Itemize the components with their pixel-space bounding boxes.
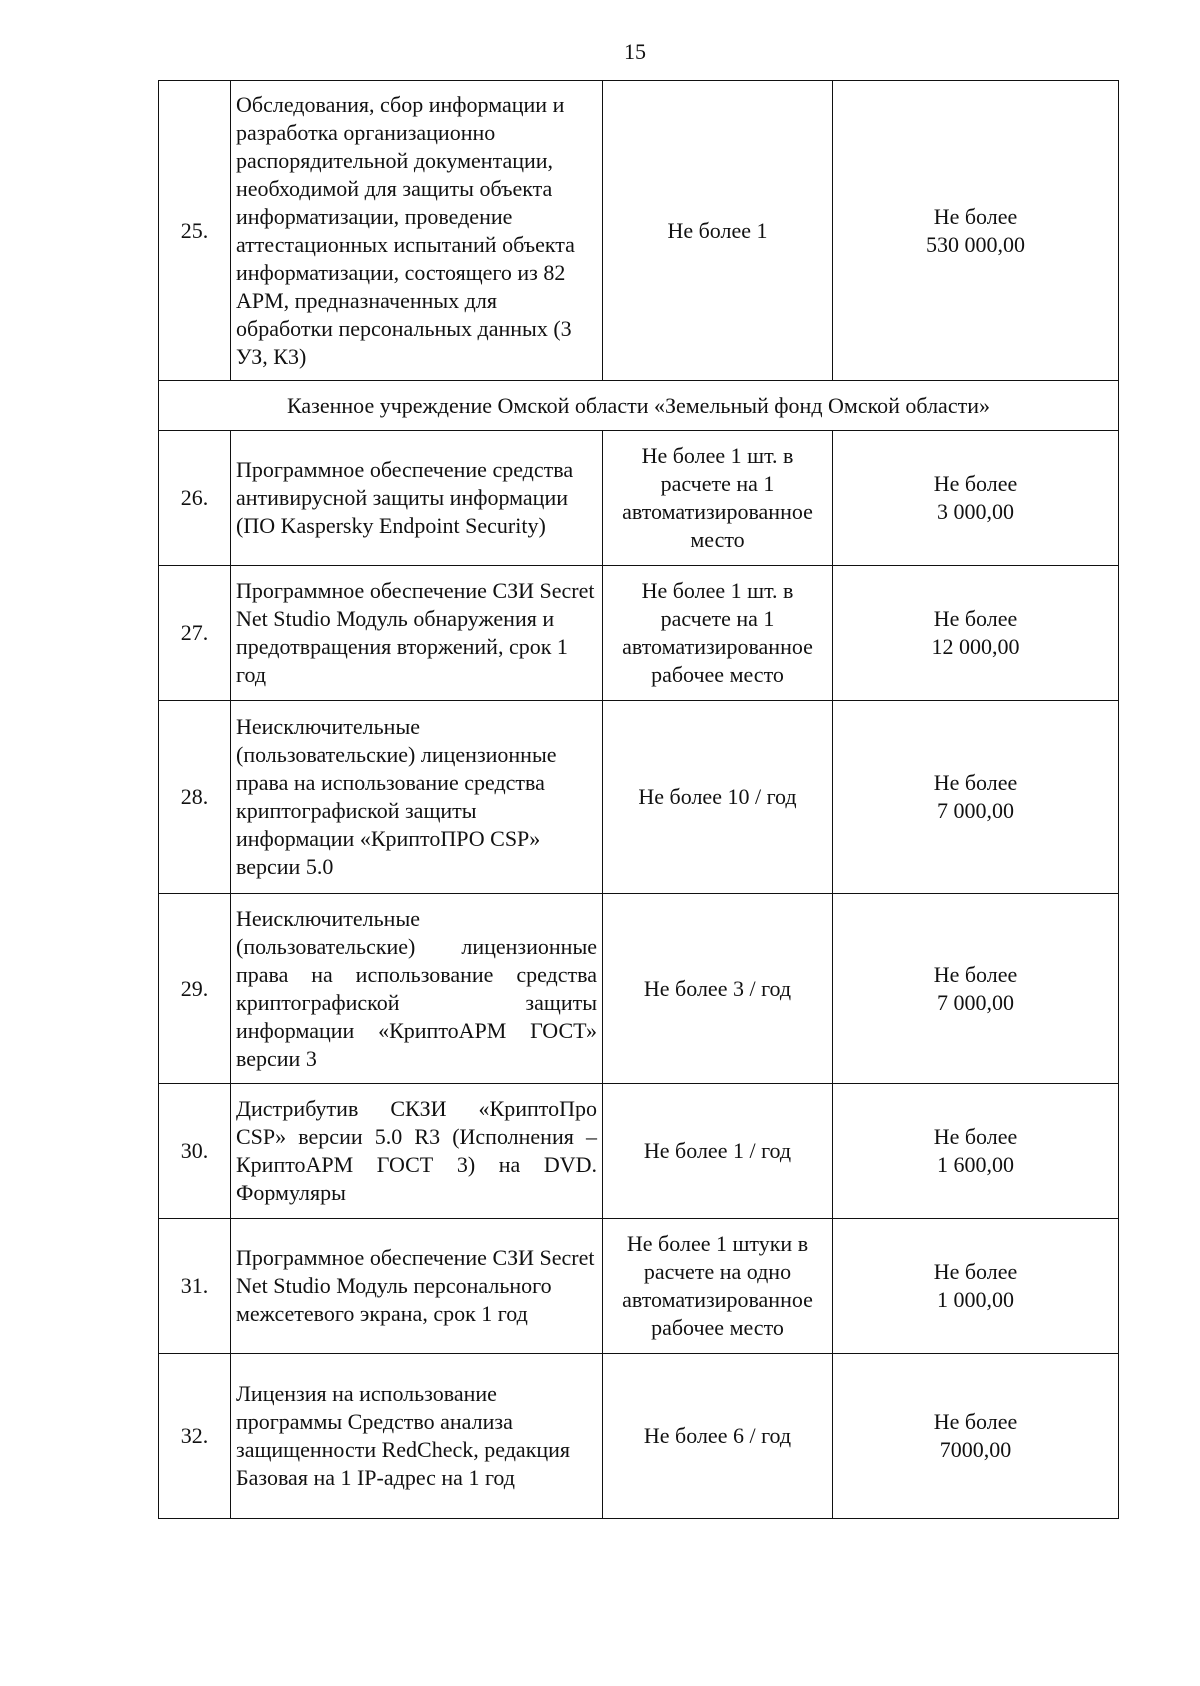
price-label: Не более (933, 471, 1018, 496)
row-number: 27. (159, 566, 231, 701)
price-label: Не более (933, 1124, 1018, 1149)
price-value: 1 000,00 (937, 1287, 1014, 1312)
row-quantity: Не более 1 / год (603, 1084, 833, 1219)
price-value: 7000,00 (939, 1437, 1012, 1462)
table-row (159, 566, 1119, 701)
price-label: Не более (933, 770, 1018, 795)
row-price (833, 1219, 1119, 1354)
row-price (833, 1354, 1119, 1519)
price-value: 7 000,00 (937, 798, 1014, 823)
page-number: 15 (624, 39, 646, 64)
price-label: Не более (933, 1259, 1018, 1284)
table-row (159, 1084, 1119, 1219)
row-description: Неисключительные (пользовательские) лицензионные права на использование средства криптографиской защиты информации «КриптоПРО CSP» версии 5.0 (231, 701, 603, 894)
row-quantity: Не более 1 (603, 81, 833, 381)
row-price (833, 894, 1119, 1084)
row-description: Обследования, сбор информации и разработка организационно распорядительной документации, необходимой для защиты объекта информатизации, проведение аттестационных испытаний объекта информатизации, состоящего из 82 АРМ, предназначенных для обработки персональных данных (3 УЗ, К3) (231, 81, 603, 381)
row-quantity: Не более 1 шт. в расчете на 1 автоматизированное место (603, 431, 833, 566)
row-quantity: Не более 3 / год (603, 894, 833, 1084)
row-number: 26. (159, 431, 231, 566)
price-label: Не более (933, 1409, 1018, 1434)
row-price (833, 431, 1119, 566)
row-number: 29. (159, 894, 231, 1084)
row-description: Лицензия на использование программы Средство анализа защищенности RedCheck, редакция Базовая на 1 IP-адрес на 1 год (231, 1354, 603, 1519)
row-quantity: Не более 1 шт. в расчете на 1 автоматизированное рабочее место (603, 566, 833, 701)
row-description: Программное обеспечение средства антивирусной защиты информации (ПО Kaspersky Endpoint Security) (231, 431, 603, 566)
row-quantity: Не более 10 / год (603, 701, 833, 894)
row-number: 30. (159, 1084, 231, 1219)
row-quantity: Не более 1 штуки в расчете на одно автоматизированное рабочее место (603, 1219, 833, 1354)
row-description: Неисключительные (пользовательские) лицензионные права на использование средства криптографиской защиты информации «КриптоАРМ ГОСТ» версии 3 (231, 894, 603, 1084)
row-number: 25. (159, 81, 231, 381)
table-row (159, 894, 1119, 1084)
row-price (833, 81, 1119, 381)
section-title: Казенное учреждение Омской области «Земельный фонд Омской области» (159, 381, 1119, 431)
price-value: 7 000,00 (937, 989, 1014, 1015)
requirements-table (158, 80, 1119, 1519)
section-row (159, 381, 1119, 431)
row-price (833, 566, 1119, 701)
price-label: Не более (933, 203, 1018, 229)
price-value: 530 000,00 (926, 231, 1025, 257)
price-value: 1 600,00 (937, 1152, 1014, 1177)
table-row (159, 431, 1119, 566)
row-description: Дистрибутив СКЗИ «КриптоПро CSP» версии 5.0 R3 (Исполнения – КриптоАРМ ГОСТ 3) на DVD. Формуляры (231, 1084, 603, 1219)
price-value: 3 000,00 (937, 499, 1014, 524)
row-number: 28. (159, 701, 231, 894)
price-value: 12 000,00 (931, 634, 1020, 659)
row-number: 32. (159, 1354, 231, 1519)
row-description: Программное обеспечение СЗИ Secret Net Studio Модуль обнаружения и предотвращения вторжений, срок 1 год (231, 566, 603, 701)
row-description: Программное обеспечение СЗИ Secret Net Studio Модуль персонального межсетевого экрана, срок 1 год (231, 1219, 603, 1354)
price-label: Не более (933, 961, 1018, 987)
table-row (159, 701, 1119, 894)
table-row (159, 1219, 1119, 1354)
row-quantity: Не более 6 / год (603, 1354, 833, 1519)
table-row (159, 81, 1119, 381)
table-row (159, 1354, 1119, 1519)
row-price (833, 1084, 1119, 1219)
row-price (833, 701, 1119, 894)
price-label: Не более (933, 606, 1018, 631)
row-number: 31. (159, 1219, 231, 1354)
